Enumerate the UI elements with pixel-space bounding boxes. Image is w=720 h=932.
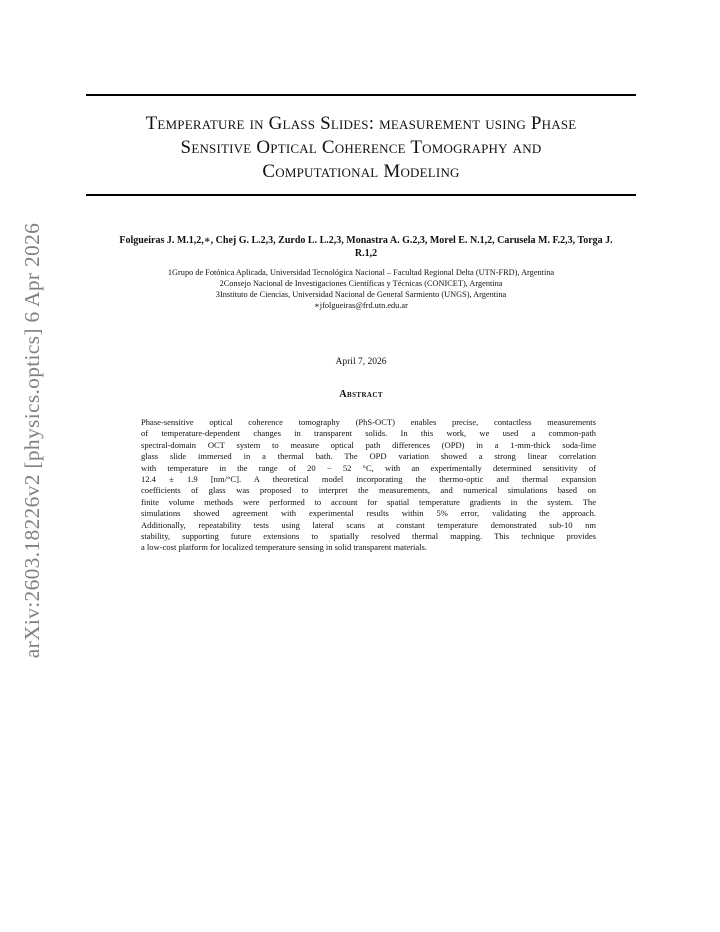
affiliation: 3Instituto de Ciencias, Universidad Nacional de General Sarmiento (UNGS), Argentina [215, 290, 507, 299]
abstract-line: Additionally, repeatability tests using lateral scans at constant temperature demonstrated sub-10 nm [141, 519, 596, 530]
affiliation: 1Grupo de Fotónica Aplicada, Universidad Tecnológica Nacional – Facultad Regional Delta (UTN-FRD), Argentina [167, 268, 555, 277]
abstract-line: spectral-domain OCT system to measure optical path differences (OPD) in a 1-mm-thick soda-lime [141, 439, 596, 450]
author-list [86, 234, 646, 260]
abstract-line: glass slide immersed in a thermal bath. The OPD variation showed a strong linear correlation [141, 451, 596, 462]
abstract-line: with temperature in the range of 20 − 52 °C, with an experimentally determined sensitivity of [141, 462, 596, 473]
title-line: Computational Modeling [262, 161, 460, 182]
paper-date: April 7, 2026 [335, 357, 387, 367]
affiliation: 2Consejo Nacional de Investigaciones Científicas y Técnicas (CONICET), Argentina [219, 279, 503, 288]
title-line: Temperature in Glass Slides: measurement using Phase [145, 113, 577, 134]
contact-email: ∗jfolgueiras@frd.utn.edu.ar [314, 301, 408, 310]
abstract-line: finite volume methods were performed to account for spatial temperature gradients in the system. The [141, 496, 596, 507]
title-rule-bottom [86, 194, 636, 196]
abstract-line: of temperature-dependent changes in transparent solids. In this work, we used a common-path [141, 428, 596, 439]
abstract-line: coefficients of glass was proposed to interpret the measurements, and numerical simulations based on [141, 485, 596, 496]
abstract-line: Phase-sensitive optical coherence tomography (PhS-OCT) enables precise, contactless measurements [141, 417, 596, 427]
arxiv-stamp [10, 222, 56, 658]
abstract-line: 12.4 ± 1.9 [nm/°C]. A theoretical model incorporating the thermo-optic and thermal expansion [141, 474, 596, 485]
authors-line: Folgueiras J. M.1,2,∗, Chej G. L.2,3, Zurdo L. L.2,3, Monastra A. G.2,3, Morel E. N.1,2, Carusela M. F.2,3, Torga J. [119, 235, 613, 246]
paper-title [86, 112, 636, 184]
affiliations [86, 267, 636, 311]
authors-line: R.1,2 [354, 248, 378, 259]
abstract-line: stability, supporting future extensions to spatially resolved thermal mapping. This technique provides [141, 531, 596, 542]
abstract-line: simulations showed agreement with experimental results within 5% error, validating the approach. [141, 508, 596, 519]
abstract-body [141, 417, 596, 554]
title-line: Sensitive Optical Coherence Tomography and [180, 137, 542, 158]
title-rule-top [86, 94, 636, 96]
arxiv-id: arXiv:2603.18226v2 [physics.optics] 6 Apr 2026 [20, 222, 45, 658]
abstract-line: a low-cost platform for localized temperature sensing in solid transparent materials. [141, 542, 427, 553]
abstract-heading: Abstract [339, 389, 383, 400]
